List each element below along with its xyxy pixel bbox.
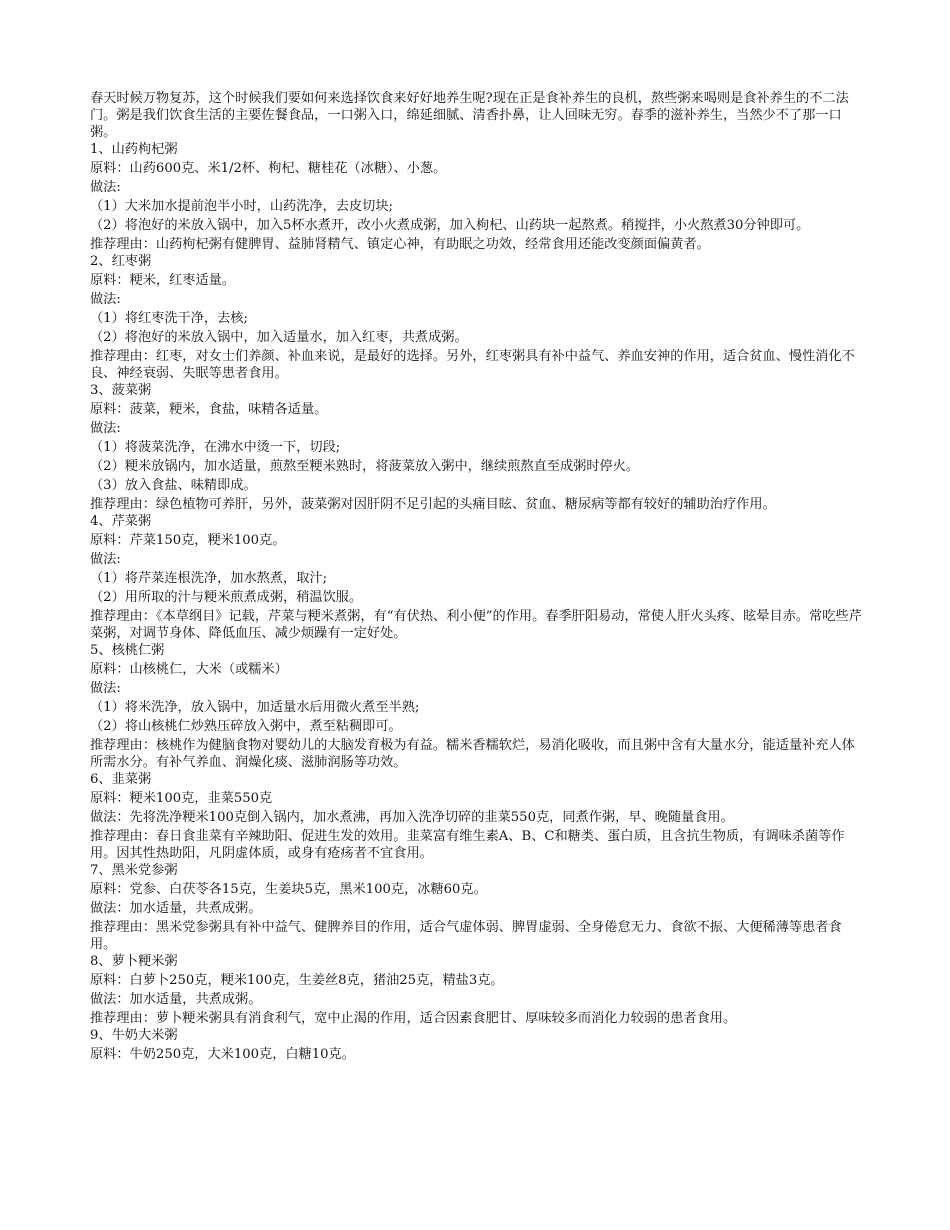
reason-line: 推荐理由：绿色植物可养肝，另外，菠菜粥对因肝阴不足引起的头痛目眩、贫血、糖尿病等都有较好的辅助治疗作用。 xyxy=(90,497,776,512)
recipe-section xyxy=(90,253,865,382)
method-line: 做法: xyxy=(90,421,121,436)
ingredients-line: 原料：粳米100克，韭菜550克 xyxy=(90,791,273,806)
method-line: 做法: xyxy=(90,552,121,567)
step-line: （1）将菠菜洗净，在沸水中烫一下，切段; xyxy=(90,440,341,455)
step-line: （1）大米加水提前泡半小时，山药洗净，去皮切块; xyxy=(90,199,393,214)
reason-line: 推荐理由：红枣，对女士们养颜、补血来说，是最好的选择。另外，红枣粥具有补中益气、养血安神的作用，适合贫血、慢性消化不良、神经衰弱、失眠等患者食用。 xyxy=(90,349,855,381)
recipe-title: 1、山药枸杞粥 xyxy=(90,142,178,157)
step-line: （1）将芹菜连根洗净，加水熬煮，取汁; xyxy=(90,571,328,586)
recipe-sections xyxy=(90,141,865,1063)
method-line: 做法: xyxy=(90,681,121,696)
ingredients-line: 原料：山核桃仁，大米（或糯米） xyxy=(90,662,288,677)
recipe-section xyxy=(90,953,865,1027)
recipe-section xyxy=(90,141,865,253)
ingredients-line: 原料：菠菜，粳米，食盐，味精各适量。 xyxy=(90,402,328,417)
recipe-title: 6、韭菜粥 xyxy=(90,772,152,787)
reason-line: 推荐理由：黑米党参粥具有补中益气、健脾养目的作用，适合气虚体弱、脾胃虚弱、全身倦怠无力、食欲不振、大便稀薄等患者食用。 xyxy=(90,920,842,952)
ingredients-line: 原料：牛奶250克，大米100克，白糖10克。 xyxy=(90,1047,355,1062)
recipe-title: 3、菠菜粥 xyxy=(90,383,152,398)
ingredients-line: 原料：党参、白茯苓各15克，生姜块5克，黑米100克，冰糖60克。 xyxy=(90,882,487,897)
method-line: 做法：加水适量，共煮成粥。 xyxy=(90,992,262,1007)
reason-line: 推荐理由：萝卜粳米粥具有消食利气，宽中止渴的作用，适合因素食肥甘、厚味较多而消化力较弱的患者食用。 xyxy=(90,1011,737,1026)
recipe-title: 2、红枣粥 xyxy=(90,254,152,269)
step-line: （2）将泡好的米放入锅中，加入5杯水煮开，改小火煮成粥，加入枸杞、山药块一起熬煮。稍搅拌，小火熬煮30分钟即可。 xyxy=(90,218,810,233)
ingredients-line: 原料：山药600克、米1/2杯、枸杞、糖桂花（冰糖）、小葱。 xyxy=(90,161,447,176)
step-line: （2）将泡好的米放入锅中，加入适量水，加入红枣，共煮成粥。 xyxy=(90,330,468,345)
step-line: （1）将米洗净，放入锅中，加适量水后用微火煮至半熟; xyxy=(90,700,420,715)
step-line: （3）放入食盐、味精即成。 xyxy=(90,478,257,493)
recipe-title: 8、萝卜粳米粥 xyxy=(90,954,178,969)
reason-line: 推荐理由：核桃作为健脑食物对婴幼儿的大脑发育极为有益。糯米香糯软烂，易消化吸收，而且粥中含有大量水分，能适量补充人体所需水分。有补气养血、润燥化痰、滋肺润肠等功效。 xyxy=(90,738,855,770)
step-line: （2）将山核桃仁炒熟压碎放入粥中，煮至粘稠即可。 xyxy=(90,719,402,734)
method-line: 做法: xyxy=(90,180,121,195)
reason-line: 推荐理由：春日食韭菜有辛辣助阳、促进生发的效用。韭菜富有维生素A、B、C和糖类、蛋白质，且含抗生物质，有调味杀菌等作用。因其性热助阳，凡阴虚体质，或身有疮疡者不宜食用。 xyxy=(90,829,845,861)
ingredients-line: 原料：粳米，红枣适量。 xyxy=(90,273,236,288)
method-line: 做法：加水适量，共煮成粥。 xyxy=(90,901,262,916)
recipe-title: 7、黑米党参粥 xyxy=(90,863,178,878)
step-line: （2）粳米放锅内，加水适量，煎熬至粳米熟时，将菠菜放入粥中，继续煎熬直至成粥时停火。 xyxy=(90,459,640,474)
method-line: 做法：先将洗净粳米100克倒入锅内，加水煮沸，再加入洗净切碎的韭菜550克，同煮作粥，早、晚随量食用。 xyxy=(90,810,734,825)
method-line: 做法: xyxy=(90,292,121,307)
recipe-section xyxy=(90,862,865,953)
document-body xyxy=(90,90,865,1063)
recipe-title: 9、牛奶大米粥 xyxy=(90,1028,178,1043)
recipe-section xyxy=(90,513,865,642)
reason-line: 推荐理由：《本草纲目》记载，芹菜与粳米煮粥，有“有伏热、利小便”的作用。春季肝阳易动，常使人肝火头疼、眩晕目赤。常吃些芹菜粥，对调节身体、降低血压、减少烦躁有一定好处。 xyxy=(90,609,862,641)
recipe-title: 5、核桃仁粥 xyxy=(90,643,165,658)
step-line: （2）用所取的汁与粳米煎煮成粥，稍温饮服。 xyxy=(90,590,363,605)
ingredients-line: 原料：白萝卜250克，粳米100克，生姜丝8克，猪油25克，精盐3克。 xyxy=(90,973,504,988)
ingredients-line: 原料：芹菜150克，粳米100克。 xyxy=(90,533,286,548)
recipe-title: 4、芹菜粥 xyxy=(90,514,152,529)
recipe-section xyxy=(90,771,865,862)
step-line: （1）将红枣洗干净，去核; xyxy=(90,311,248,326)
recipe-section xyxy=(90,382,865,513)
recipe-section xyxy=(90,1027,865,1063)
recipe-section xyxy=(90,642,865,771)
intro-paragraph: 春天时候万物复苏，这个时候我们要如何来选择饮食来好好地养生呢?现在正是食补养生的良机，熬些粥来喝则是食补养生的不二法门。粥是我们饮食生活的主要佐餐食品，一口粥入口，绵延细腻、清香扑鼻，让人回味无穷。春季的滋补养生，当然少不了那一口粥。 xyxy=(90,91,849,140)
reason-line: 推荐理由：山药枸杞粥有健脾胃、益肺肾精气、镇定心神，有助眠之功效，经常食用还能改变颜面偏黄者。 xyxy=(90,237,710,252)
